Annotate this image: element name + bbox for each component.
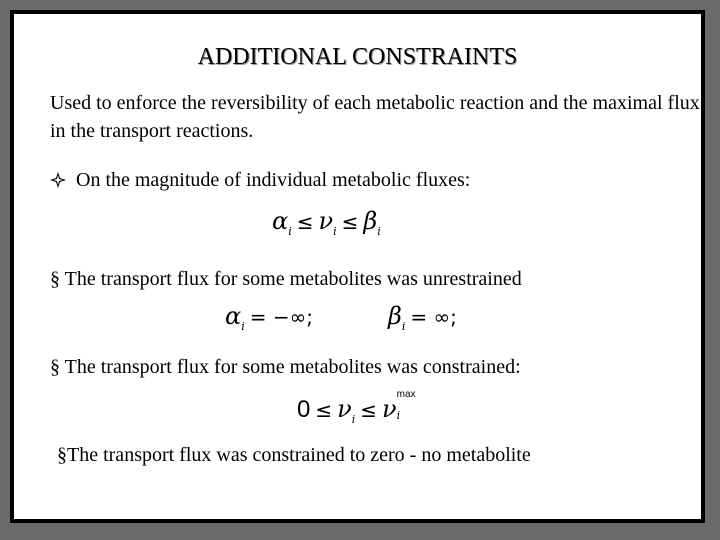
intro-paragraph: Used to enforce the reversibility of each metabolic reaction and the maximal flux in the transport reactions. (50, 92, 700, 142)
bullet-magnitude (50, 167, 470, 193)
leq-symbol: ≤ (296, 210, 314, 234)
bullet-constrained: § The transport flux for some metabolites was constrained: (50, 356, 521, 378)
bullet-unrestrained: § The transport flux for some metabolites was unrestrained (50, 268, 522, 290)
max-superscript: max (396, 389, 416, 400)
diamond-bullet-icon (50, 172, 66, 188)
slide-title: ADDITIONAL CONSTRAINTS (197, 44, 518, 70)
zero-value: 0 (297, 396, 311, 423)
nu-subscript-2: i (351, 413, 356, 426)
formula-flux-bounds (272, 207, 381, 238)
nu-symbol-2: ν (337, 395, 352, 423)
formula-nu-max (297, 389, 419, 426)
nu-subscript-3: i (396, 409, 401, 422)
bullet-magnitude-text: On the magnitude of individual metabolic fluxes: (76, 169, 471, 191)
nu-subscript: i (333, 225, 337, 238)
beta-subscript-2: i (401, 320, 406, 333)
alpha-subscript: i (288, 225, 292, 238)
slide (10, 10, 705, 523)
formula-beta-inf (388, 302, 462, 333)
beta-symbol: β (363, 207, 378, 235)
alpha-subscript-2: i (241, 320, 245, 333)
leq-symbol-2: ≤ (341, 210, 359, 234)
leq-symbol-4: ≤ (360, 398, 378, 422)
beta-subscript: i (377, 225, 381, 238)
alpha-symbol-2: α (225, 302, 242, 330)
nu-symbol-3: ν (382, 395, 397, 423)
alpha-rhs: = −∞; (249, 305, 314, 329)
nu-symbol: ν (318, 207, 334, 235)
alpha-symbol: α (272, 207, 289, 235)
leq-symbol-3: ≤ (315, 398, 333, 422)
beta-symbol-2: β (388, 302, 402, 330)
beta-rhs: = ∞; (410, 305, 457, 329)
formula-alpha-neg-inf (225, 302, 318, 333)
bullet-zero-flux: §The transport flux was constrained to zero - no metabolite (57, 444, 531, 466)
